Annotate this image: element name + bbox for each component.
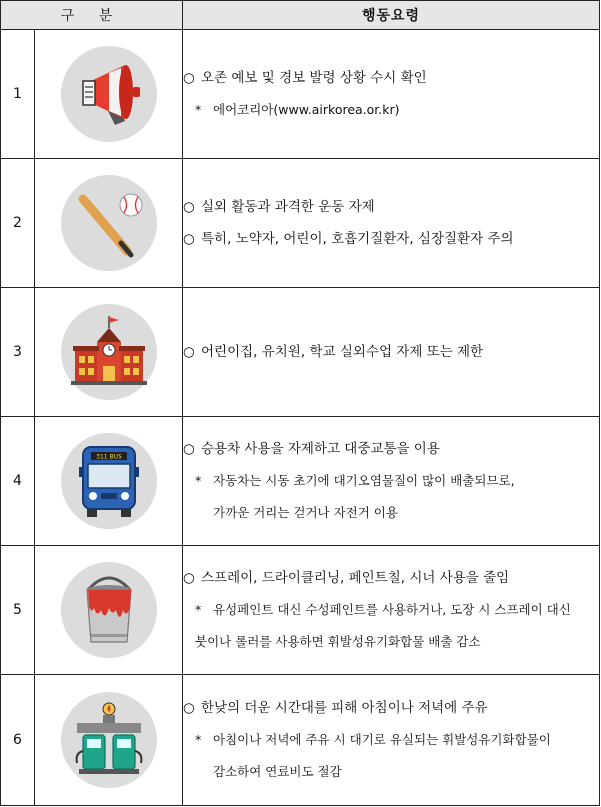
list-item: * 에어코리아(www.airkorea.or.kr): [183, 94, 599, 126]
row-number: 4: [1, 417, 35, 546]
table-row: [1, 546, 600, 675]
note-marker: *: [195, 102, 202, 117]
list-item: ○ 오존 예보 및 경보 발령 상황 수시 확인: [183, 62, 599, 94]
list-item-continuation: 붓이나 롤러를 사용하면 휘발성유기화합물 배출 감소: [195, 634, 481, 649]
bus-icon: [77, 443, 141, 519]
list-item-continuation: 감소하여 연료비도 절감: [213, 764, 342, 779]
bullet-marker: ○: [183, 344, 195, 360]
header-action: 행동요령: [183, 1, 600, 30]
icon-circle: [61, 562, 157, 658]
bullet-marker: ○: [183, 570, 195, 586]
list-item: * 아침이나 저녁에 주유 시 대기로 유실되는 휘발성유기화합물이: [183, 724, 599, 756]
gas-pump-icon: [69, 701, 149, 779]
table-row: [1, 288, 600, 417]
list-item: ○ 승용차 사용을 자제하고 대중교통을 이용: [183, 433, 599, 465]
list-item: ○ 특히, 노약자, 어린이, 호흡기질환자, 심장질환자 주의: [183, 223, 599, 255]
bus-sign: 311 BUS: [95, 453, 122, 461]
note-marker: *: [195, 602, 202, 617]
list-item: ○ 한낮의 더운 시간대를 피해 아침이나 저녁에 주유: [183, 692, 599, 724]
row-number: 3: [1, 288, 35, 417]
list-item: ○ 스프레이, 드라이클리닝, 페인트칠, 시너 사용을 줄임: [183, 562, 599, 594]
row-number: 1: [1, 30, 35, 159]
bullet-marker: ○: [183, 70, 195, 86]
bullet-marker: ○: [183, 199, 195, 215]
list-item: ○ 어린이집, 유치원, 학교 실외수업 자제 또는 제한: [183, 336, 599, 368]
icon-circle: [61, 433, 157, 529]
icon-circle: [61, 175, 157, 271]
megaphone-icon: [69, 59, 149, 129]
list-item: * 유성페인트 대신 수성페인트를 사용하거나, 도장 시 스프레이 대신: [183, 594, 599, 626]
row-number: 2: [1, 159, 35, 288]
table-row: [1, 30, 600, 159]
baseball-icon: [69, 183, 149, 263]
bullet-marker: ○: [183, 231, 195, 247]
note-marker: *: [195, 732, 202, 747]
list-item: ○ 실외 활동과 과격한 운동 자제: [183, 191, 599, 223]
icon-circle: [61, 46, 157, 142]
icon-circle: [61, 692, 157, 788]
bullet-marker: ○: [183, 441, 195, 457]
table-row: [1, 417, 600, 546]
icon-circle: [61, 304, 157, 400]
header-category: 구 분: [1, 1, 183, 30]
table-row: [1, 675, 600, 806]
row-number: 5: [1, 546, 35, 675]
bullet-marker: ○: [183, 700, 195, 716]
list-item-continuation: 가까운 거리는 걷거나 자전거 이용: [213, 505, 398, 520]
table-header: [1, 1, 600, 30]
school-icon: [69, 314, 149, 390]
paint-bucket-icon: [74, 572, 144, 648]
table-row: [1, 159, 600, 288]
row-number: 6: [1, 675, 35, 806]
list-item: * 자동차는 시동 초기에 대기오염물질이 많이 배출되므로,: [183, 465, 599, 497]
note-marker: *: [195, 473, 202, 488]
